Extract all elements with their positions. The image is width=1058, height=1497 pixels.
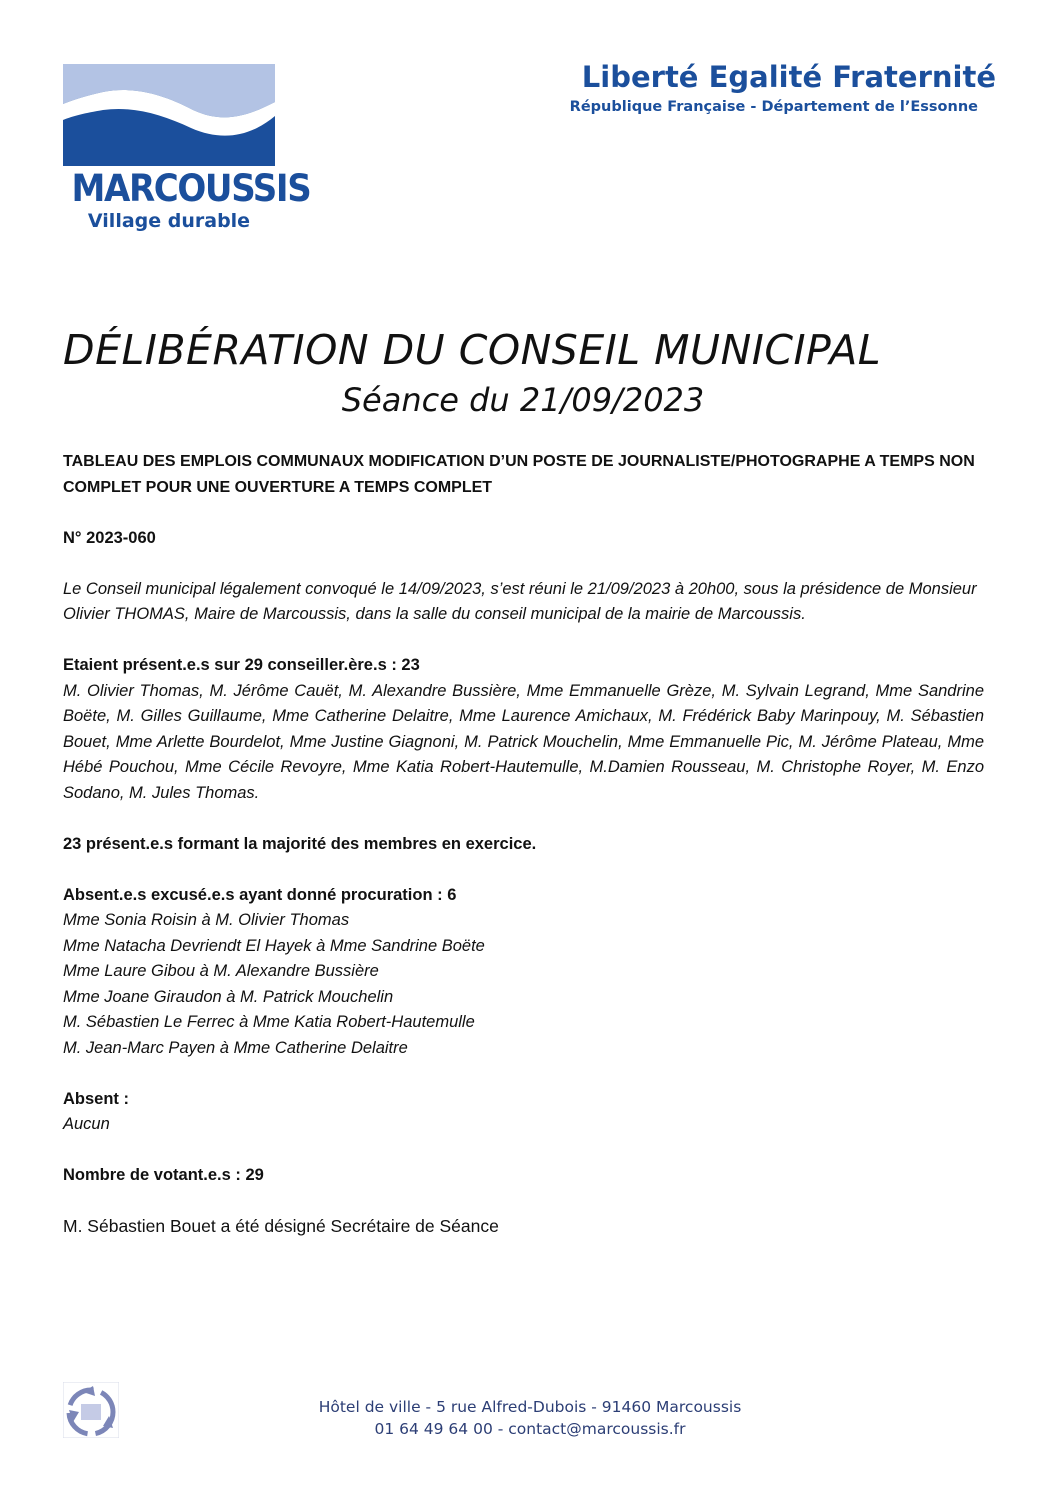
recycled-paper-icon <box>63 1382 119 1438</box>
republic-department: République Française - Département de l’Essonne <box>569 99 978 115</box>
document-title: DÉLIBÉRATION DU CONSEIL MUNICIPAL <box>63 326 882 374</box>
proxy-item: Mme Sonia Roisin à M. Olivier Thomas <box>63 911 350 929</box>
logo-tagline: Village durable <box>87 210 251 232</box>
deliberation-subject: TABLEAU DES EMPLOIS COMMUNAUX MODIFICATION D’UN POSTE DE JOURNALISTE/PHOTOGRAPHE A TEMPS NON COMPLET POUR UNE OUVERTURE A TEMPS COMPLET <box>63 453 975 496</box>
deliberation-number: N° 2023-060 <box>63 528 156 547</box>
marcoussis-logo <box>63 64 311 236</box>
proxy-item: Mme Joane Giraudon à M. Patrick Mouchelin <box>63 987 394 1006</box>
absent-value: Aucun <box>63 1115 110 1133</box>
present-list: M. Olivier Thomas, M. Jérôme Cauët, M. Alexandre Bussière, Mme Emmanuelle Grèze, M. Sylvain Legrand, Mme Sandrine Boëte, M. Gilles Guillaume, Mme Catherine Delaitre, Mme Laurence Amichaux, M. Frédérick Baby Marinpouy, M. Sébastien Bouet, Mme Arlette Bourdelot, Mme Justine Giagnoni, M. Patrick Mouchelin, Mme Emmanuelle Pic, M. Jérôme Plateau, Mme Hébé Pouchou, Mme Cécile Revoyre, Mme Katia Robert-Hautemulle, M.Damien Rousseau, M. Christophe Royer, M. Enzo Sodano, M. Jules Thomas. <box>63 681 984 802</box>
proxy-item: M. Jean-Marc Payen à Mme Catherine Delaitre <box>63 1038 408 1057</box>
majority-statement: 23 présent.e.s formant la majorité des membres en exercice. <box>63 834 537 853</box>
proxy-item: Mme Natacha Devriendt El Hayek à Mme Sandrine Boëte <box>63 936 485 955</box>
footer-contact <box>220 1396 840 1440</box>
present-heading: Etaient présent.e.s sur 29 conseiller.ère.s : 23 <box>63 656 420 674</box>
wave-landscape-icon <box>63 64 275 166</box>
session-date: Séance du 21/09/2023 <box>341 381 705 419</box>
absent-heading: Absent : <box>63 1089 129 1108</box>
republic-motto: Liberté Egalité Fraternité <box>581 60 996 94</box>
proxy-item: Mme Laure Gibou à M. Alexandre Bussière <box>63 962 379 980</box>
session-secretary: M. Sébastien Bouet a été désigné Secrétaire de Séance <box>63 1216 499 1236</box>
proxy-item: M. Sébastien Le Ferrec à Mme Katia Robert-Hautemulle <box>63 1013 475 1031</box>
footer-address: Hôtel de ville - 5 rue Alfred-Dubois - 91460 Marcoussis <box>318 1398 742 1416</box>
session-intro: Le Conseil municipal légalement convoqué le 14/09/2023, s’est réuni le 21/09/2023 à 20h00, sous la présidence de Monsieur Olivier THOMAS, Maire de Marcoussis, dans la salle du conseil municipal de la mairie de Marcoussis. <box>63 579 977 623</box>
proxy-heading: Absent.e.s excusé.e.s ayant donné procuration : 6 <box>63 885 457 904</box>
voters-count: Nombre de votant.e.s : 29 <box>63 1166 264 1184</box>
deliberation-body <box>63 449 984 1240</box>
logo-name: MARCOUSSIS <box>71 167 311 210</box>
footer-phone-email: 01 64 49 64 00 - contact@marcoussis.fr <box>374 1420 686 1438</box>
